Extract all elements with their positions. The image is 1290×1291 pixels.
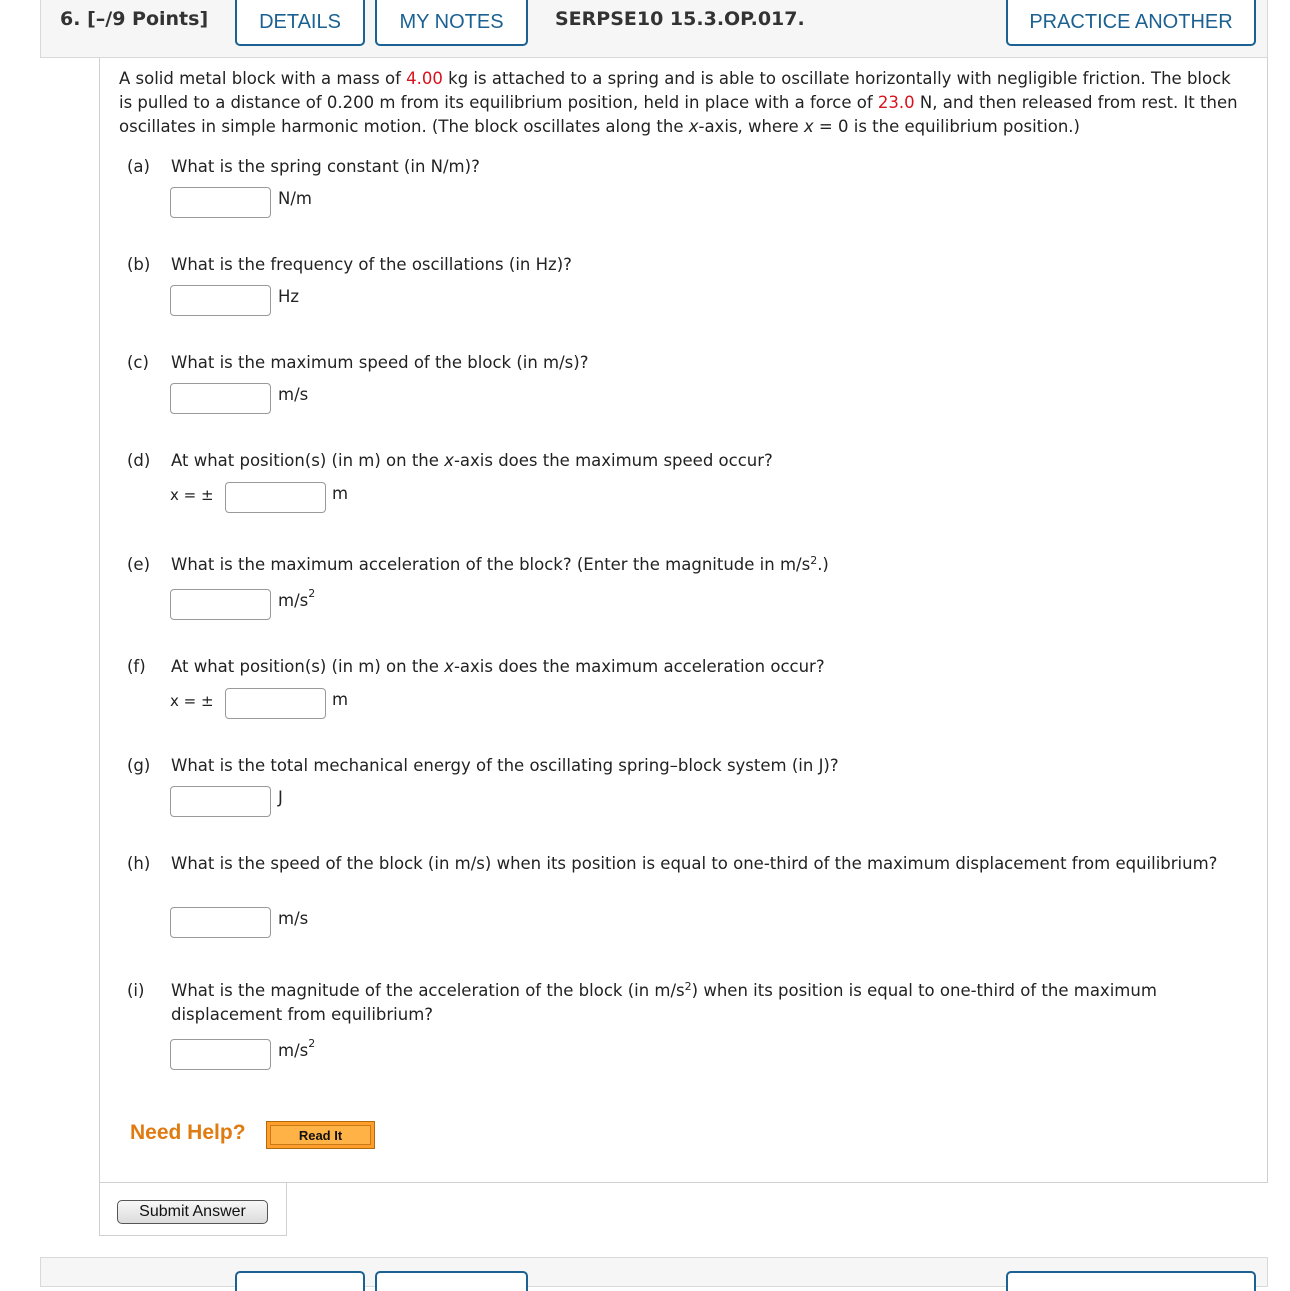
answer-input-e[interactable] [170, 589, 271, 620]
given-mass: 4.00 [406, 69, 443, 88]
part-label: (i) [127, 981, 145, 1000]
part-label: (g) [127, 756, 151, 775]
unit-label: $m/s^2$ [278, 1037, 316, 1060]
question-number-points [60, 8, 208, 30]
part-label: (f) [127, 657, 146, 676]
part-question: At what position(s) (in m) on the x-axis does the maximum speed occur? [171, 451, 773, 470]
answer-input-d[interactable] [225, 482, 326, 513]
problem-statement: A solid metal block with a mass of 4.00 kg is attached to a spring and is able to oscillate horizontally with negligible friction. The block is pulled to a distance of 0.200 m from its equilibrium position, held in place with a force of 23.0 N, and then released from rest. It then oscillates in simple harmonic motion. (The block oscillates along the x-axis, where x = 0 is the equilibrium position.) [119, 69, 1238, 136]
answer-prefix: x = ± [170, 692, 214, 710]
part-question: What is the maximum acceleration of the block? (Enter the magnitude in $m/s^2$.) [171, 554, 829, 574]
read-it-button[interactable]: Read It [266, 1121, 375, 1149]
need-help-label: Need Help? [130, 1121, 246, 1144]
part-question: What is the frequency of the oscillations (in Hz)? [171, 255, 572, 274]
part-label: (c) [127, 353, 149, 372]
part-question: What is the magnitude of the acceleration of the block (in $m/s^2$) when its position is equal to one-third of the maximum displacement from equilibrium? [171, 980, 1157, 1024]
unit-label: $m/s^2$ [278, 587, 316, 610]
unit-label: Hz [278, 287, 300, 306]
answer-input-c[interactable] [170, 383, 271, 414]
unit-label: m/s [278, 385, 309, 404]
next-practice-another-button[interactable] [1006, 1271, 1256, 1291]
next-my-notes-button[interactable] [375, 1271, 528, 1291]
part-question: What is the speed of the block (in m/s) when its position is equal to one-third of the maximum displacement from equilibrium? [171, 854, 1218, 873]
answer-input-a[interactable] [170, 187, 271, 218]
answer-input-g[interactable] [170, 786, 271, 817]
submit-answer-button[interactable]: Submit Answer [117, 1200, 268, 1224]
next-details-button[interactable] [235, 1271, 365, 1291]
problem-code: SERPSE10 15.3.OP.017. [555, 8, 805, 30]
unit-label: N/m [278, 189, 312, 208]
unit-label: m [332, 690, 349, 709]
unit-label: m/s [278, 909, 309, 928]
part-label: (d) [127, 451, 151, 470]
part-question: At what position(s) (in m) on the x-axis does the maximum acceleration occur? [171, 657, 825, 676]
practice-another-button[interactable]: PRACTICE ANOTHER [1006, 0, 1256, 46]
answer-input-i[interactable] [170, 1039, 271, 1070]
details-button[interactable]: DETAILS [235, 0, 365, 46]
answer-input-f[interactable] [225, 688, 326, 719]
part-question: What is the maximum speed of the block (in m/s)? [171, 353, 589, 372]
unit-label: m [332, 484, 349, 503]
part-question: What is the total mechanical energy of the oscillating spring–block system (in J)? [171, 756, 839, 775]
part-label: (a) [127, 157, 150, 176]
question-points: [–/9 Points] [87, 8, 209, 30]
part-label: (h) [127, 854, 151, 873]
answer-input-b[interactable] [170, 285, 271, 316]
unit-label: J [278, 788, 283, 807]
answer-prefix: x = ± [170, 486, 214, 504]
part-question: What is the spring constant (in N/m)? [171, 157, 480, 176]
part-label: (e) [127, 555, 151, 574]
answer-input-h[interactable] [170, 907, 271, 938]
given-force: 23.0 [877, 93, 915, 112]
question-number: 6. [60, 8, 81, 30]
my-notes-button[interactable]: MY NOTES [375, 0, 528, 46]
part-label: (b) [127, 255, 151, 274]
